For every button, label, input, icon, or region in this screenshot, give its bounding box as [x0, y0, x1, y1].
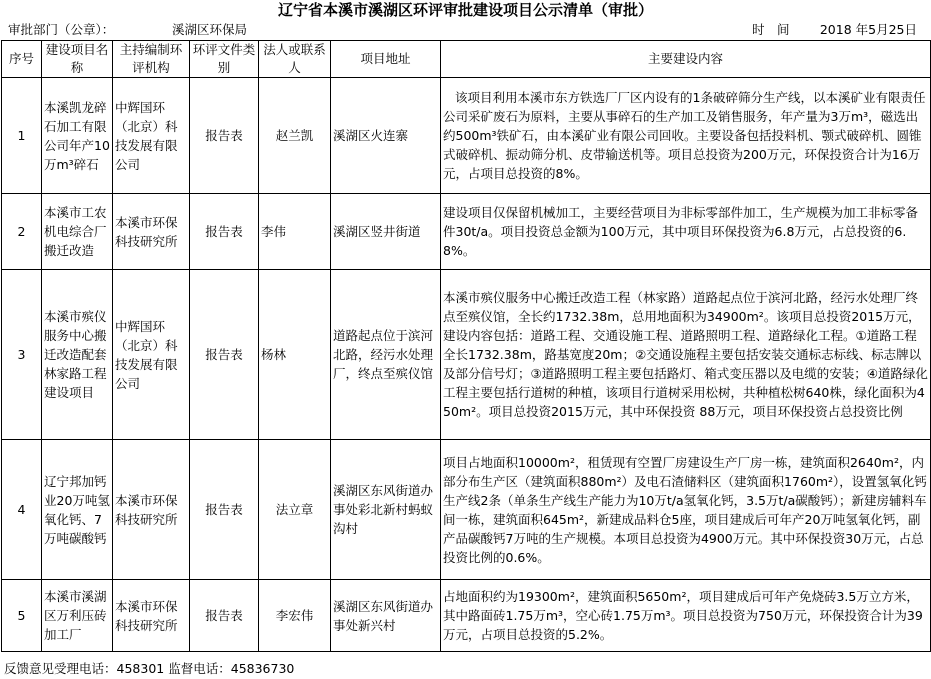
- row-location: 溪湖区竖井街道: [331, 194, 441, 270]
- dept-label: 审批部门（公章）：: [8, 22, 115, 37]
- row-doc-type: 报告表: [190, 78, 259, 194]
- row-no: 2: [2, 194, 42, 270]
- row-contact: 法立章: [259, 440, 331, 580]
- row-org: 本溪市环保科技研究所: [113, 194, 190, 270]
- row-doc-type: 报告表: [190, 194, 259, 270]
- row-doc-type: 报告表: [190, 440, 259, 580]
- row-no: 4: [2, 440, 42, 580]
- row-name: 本溪市殡仪服务中心搬迁改造配套林家路工程建设项目: [42, 270, 113, 440]
- footer: [4, 660, 294, 678]
- row-location: 道路起点位于滨河北路，经污水处理厂，终点至殡仪馆: [331, 270, 441, 440]
- feedback-phone: 458301: [116, 661, 165, 676]
- row-location: 溪湖区火连寨: [331, 78, 441, 194]
- row-no: 5: [2, 580, 42, 652]
- table-row: [2, 194, 931, 270]
- supervise-phone: 45836730: [230, 661, 295, 676]
- header-content: 主要建设内容: [441, 41, 931, 78]
- meta-row: [0, 21, 931, 39]
- row-name: 本溪市工农机电综合厂搬迁改造: [42, 194, 113, 270]
- row-location: 溪湖区东风街道办事处彩北新村蚂蚁沟村: [331, 440, 441, 580]
- row-no: 1: [2, 78, 42, 194]
- row-doc-type: 报告表: [190, 580, 259, 652]
- header-no: 序号: [2, 41, 42, 78]
- header-location: 项目地址: [331, 41, 441, 78]
- row-no: 3: [2, 270, 42, 440]
- row-content: 该项目利用本溪市东方铁选厂厂区内设有的1条破碎筛分生产线，以本溪矿业有限责任公司采矿废石为原料，主要从事碎石的生产加工及销售服务，年产量为3万m³，磁选出约500m³铁矿石，由本溪矿业有限公司回收。主要设备包括投料机、颚式破碎机、圆锥式破碎机、振动筛分机、皮带输送机等。项目总投资为200万元，环保投资合计为16万元，占项目总投资的8%。: [441, 78, 931, 194]
- header-doc-type: 环评文件类别: [190, 41, 259, 78]
- date-label: 时 间: [752, 22, 790, 37]
- row-contact: 杨林: [259, 270, 331, 440]
- supervise-label: 监督电话：: [168, 661, 231, 676]
- row-org: 中辉国环（北京）科技发展有限公司: [113, 78, 190, 194]
- row-contact: 李宏伟: [259, 580, 331, 652]
- row-content: 本溪市殡仪服务中心搬迁改造工程（林家路）道路起点位于滨河北路，经污水处理厂终点至殡仪馆，全长约1732.38m，总用地面积为34900m²。该项目总投资2015万元，建设内容包括：道路工程、交通设施工程、道路照明工程、道路绿化工程。①道路工程全长1732.38m，路基宽度20m；②交通设施程主要包括安装交通标志标线、标志牌以及部分信号灯；③道路照明工程主要包括路灯、箱式变压器以及电缆的安装；④道路绿化工程主要包括行道树的种植，该项目行道树采用松树，共种植松树640株，绿化面积为450m²。项目总投资2015万元，其中环保投资 88万元，项目环保投资占总投资比例: [441, 270, 931, 440]
- row-name: 本溪凯龙碎石加工有限公司年产10万m³碎石: [42, 78, 113, 194]
- project-table: [1, 40, 931, 652]
- row-location: 溪湖区东风街道办事处新兴村: [331, 580, 441, 652]
- row-content: 项目占地面积10000m²，租赁现有空置厂房建设生产厂房一栋，建筑面积2640m²，内部分布生产区（建筑面积880m²）及电石渣储料区（建筑面积1760m²），设置氢氧化钙生产线2条（单条生产线生产能力为10万t/a氢氧化钙，3.5万t/a碳酸钙）；新建房辅料车间一栋，建筑面积645m²，新建成品料仓5座，项目建成后可年产20万吨氢氧化钙，副产品碳酸钙7万吨的生产规模。本项目总投资为4900万元。其中环保投资30万元，占总投资比例的0.6%。: [441, 440, 931, 580]
- table-row: [2, 580, 931, 652]
- page-title: 辽宁省本溪市溪湖区环评审批建设项目公示清单（审批）: [277, 1, 653, 19]
- date-value: 2018 年5月25日: [819, 22, 917, 37]
- header-row: [2, 41, 931, 78]
- row-contact: 李伟: [259, 194, 331, 270]
- row-name: 辽宁邦加钙业20万吨氢氧化钙、7万吨碳酸钙: [42, 440, 113, 580]
- header-name: 建设项目名称: [42, 41, 113, 78]
- row-name: 本溪市溪湖区万利压砖加工厂: [42, 580, 113, 652]
- feedback-label: 反馈意见受理电话：: [4, 661, 117, 676]
- row-org: 中辉国环（北京）科技发展有限公司: [113, 270, 190, 440]
- table-row: [2, 440, 931, 580]
- table-row: [2, 78, 931, 194]
- row-org: 本溪市环保科技研究所: [113, 580, 190, 652]
- table-row: [2, 270, 931, 440]
- dept-value: 溪湖区环保局: [172, 22, 248, 37]
- row-contact: 赵兰凯: [259, 78, 331, 194]
- row-org: 本溪市环保科技研究所: [113, 440, 190, 580]
- header-contact: 法人或联系人: [259, 41, 331, 78]
- row-doc-type: 报告表: [190, 270, 259, 440]
- header-org: 主持编制环评机构: [113, 41, 190, 78]
- row-content: 建设项目仅保留机械加工，主要经营项目为非标零部件加工，生产规模为加工非标零备件30t/a。项目投资总金额为100万元，其中项目环保投资为6.8万元，占总投资的6.8%。: [441, 194, 931, 270]
- row-content: 占地面积约为19300m²，建筑面积5650m²，项目建成后可年产免烧砖3.5万立方米，其中路面砖1.75万m³，空心砖1.75万m³。项目总投资为750万元，环保投资合计为39万元，占项目总投资的5.2%。: [441, 580, 931, 652]
